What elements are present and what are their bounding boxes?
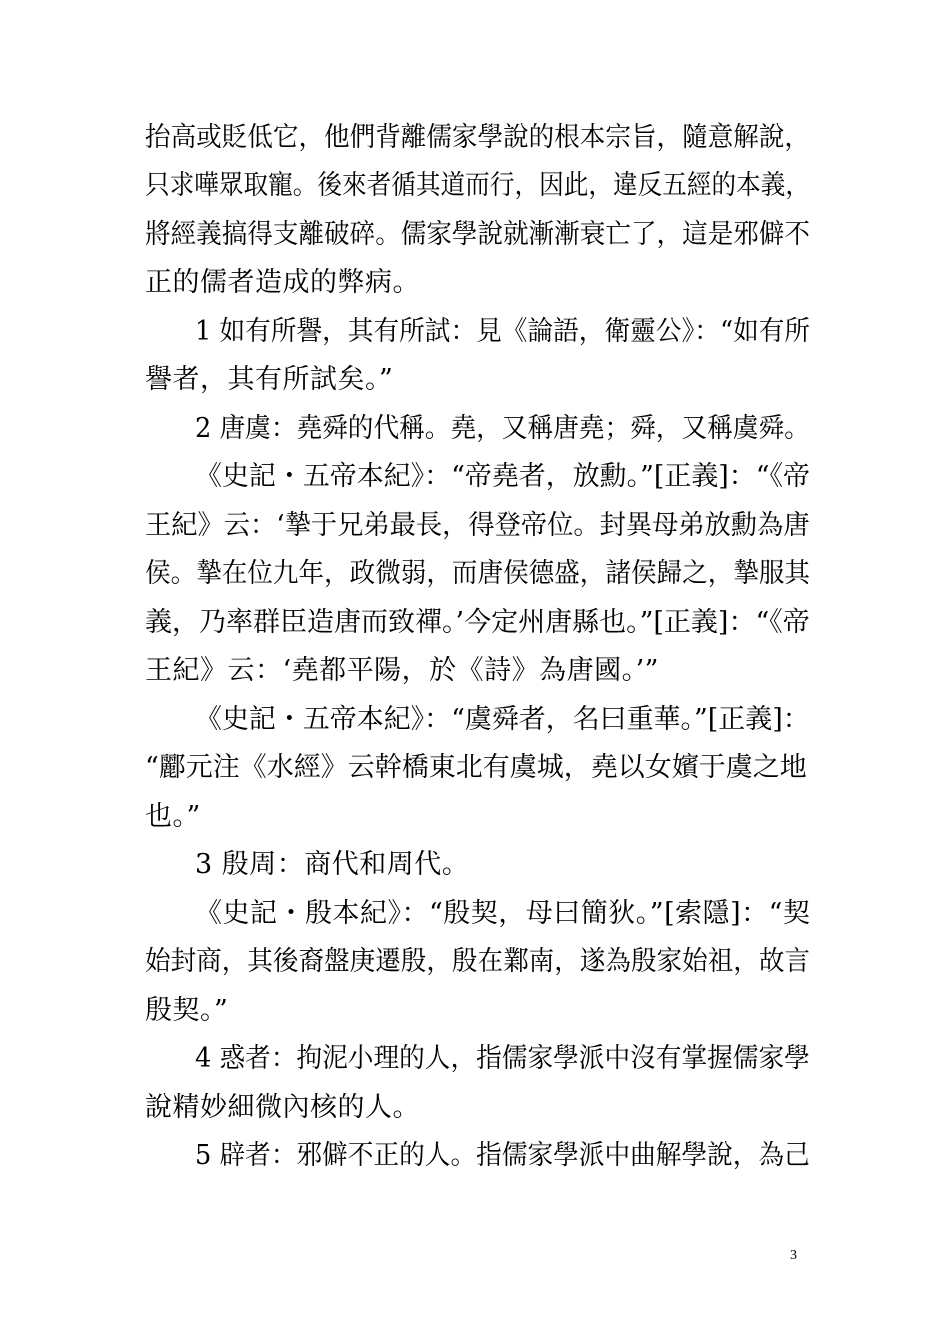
text-line: 抬高或貶低它，他們背離儒家學說的根本宗旨，隨意解說， [145, 122, 810, 153]
quotation-line: 《史記・殷本紀》：“殷契，母曰簡狄。”[索隱]：“契 [195, 898, 811, 929]
quotation-line: 《史記・五帝本紀》：“虞舜者，名曰重華。”[正義]： [195, 704, 810, 735]
text-line: 譽者，其有所試矣。” [145, 364, 394, 395]
text-line: 正的儒者造成的弊病。 [145, 267, 420, 298]
text-line: 義，乃率群臣造唐而致禪。’今定州唐縣也。”[正義]：“《帝 [145, 607, 810, 638]
quotation-line: 《史記・五帝本紀》：“帝堯者，放勳。”[正義]：“《帝 [195, 461, 810, 492]
footnote-3-line: 3 殷周：商代和周代。 [195, 849, 470, 880]
footnote-4-line: 4 惑者：拘泥小理的人，指儒家學派中沒有掌握儒家學 [195, 1043, 810, 1074]
footnote-5-line: 5 辟者：邪僻不正的人。指儒家學派中曲解學說，為己 [195, 1140, 810, 1171]
text-line: 也。” [145, 801, 201, 832]
text-line: 殷契。” [145, 995, 229, 1026]
text-line: 侯。摯在位九年，政微弱，而唐侯德盛，諸侯歸之，摯服其 [145, 558, 810, 589]
page-number: 3 [790, 1248, 797, 1263]
text-line: 只求嘩眾取寵。後來者循其道而行，因此，違反五經的本義， [145, 170, 810, 201]
footnote-1-line: 1 如有所譽，其有所試：見《論語，衛靈公》：“如有所 [195, 316, 811, 347]
footnote-2-line: 2 唐虞：堯舜的代稱。堯，又稱唐堯；舜，又稱虞舜。 [195, 413, 810, 444]
text-line: “酈元注《水經》云幹橋東北有虞城，堯以女嬪于虞之地 [145, 752, 807, 783]
text-line: 王紀》云：‘摯于兄弟最長，得登帝位。封異母弟放勳為唐 [145, 510, 810, 541]
text-line: 始封商，其後裔盤庚遷殷，殷在鄴南，遂為殷家始祖，故言 [145, 946, 810, 977]
text-line: 將經義搞得支離破碎。儒家學說就漸漸衰亡了，這是邪僻不 [145, 219, 810, 250]
text-line: 王紀》云：‘堯都平陽，於《詩》為唐國。’” [145, 655, 659, 686]
text-line: 說精妙細微內核的人。 [145, 1092, 420, 1123]
